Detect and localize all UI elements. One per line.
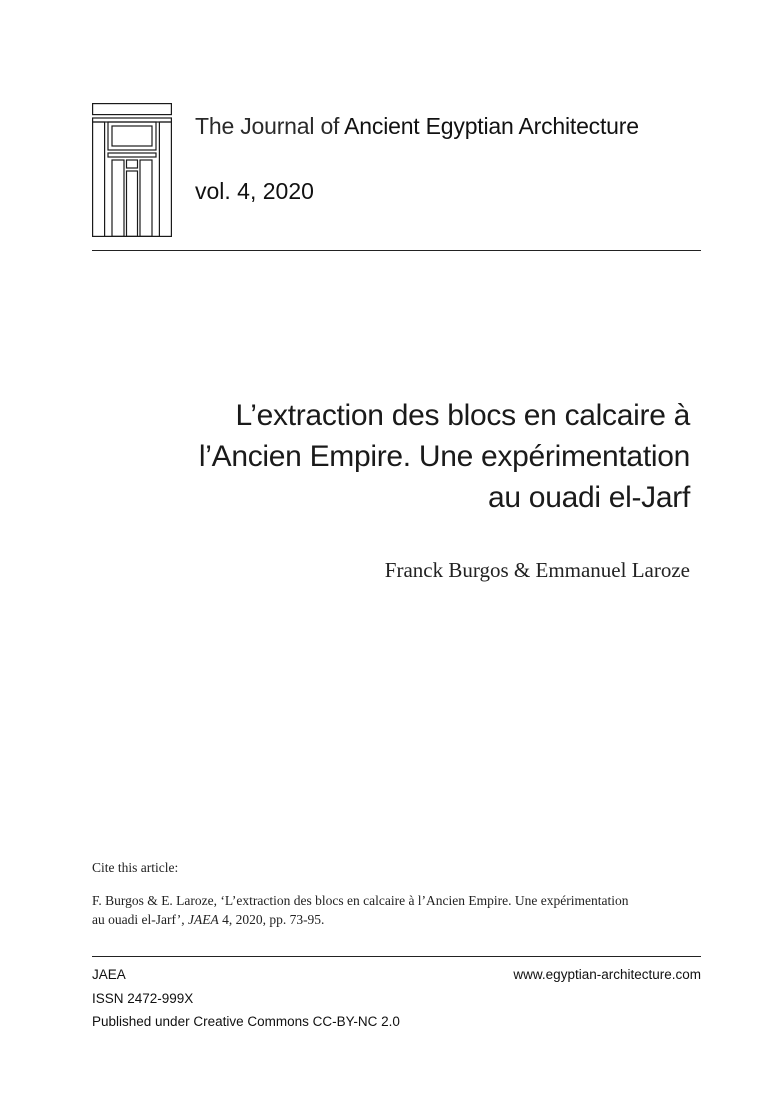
footer-website-link[interactable]: www.egyptian-architecture.com (513, 967, 701, 982)
citation-line2-post: 4, 2020, pp. 73-95. (222, 912, 325, 927)
article-title-line: L’extraction des blocs en calcaire à (235, 399, 690, 432)
citation-journal: JAEA (187, 912, 219, 927)
footer-info (92, 963, 400, 1034)
article-title (130, 395, 690, 518)
footer-abbrev: JAEA (92, 967, 126, 982)
article-authors: Franck Burgos & Emmanuel Laroze (384, 558, 690, 582)
article-title-line: au ouadi el-Jarf (488, 481, 690, 514)
article-title-line: l’Ancien Empire. Une expérimentation (198, 440, 690, 473)
footer-divider (92, 956, 701, 957)
header-divider (92, 250, 701, 251)
journal-logo-icon (92, 103, 172, 237)
citation-text (92, 891, 712, 929)
volume-label: vol. 4, 2020 (195, 178, 314, 204)
journal-title-prefix: The Journal of (195, 113, 340, 139)
footer-license: Published under Creative Commons CC-BY-NC 2.0 (92, 1014, 400, 1029)
journal-title (195, 113, 639, 140)
citation-label: Cite this article: (92, 860, 179, 875)
citation-line: F. Burgos & E. Laroze, ‘L’extraction des blocs en calcaire à l’Ancien Empire. Une expérimentation (92, 893, 629, 908)
footer-issn: ISSN 2472-999X (92, 990, 194, 1006)
citation-line (92, 910, 712, 929)
citation-line2-pre: au ouadi el-Jarf’, (92, 912, 185, 927)
journal-title-name: Ancient Egyptian Architecture (344, 113, 639, 139)
